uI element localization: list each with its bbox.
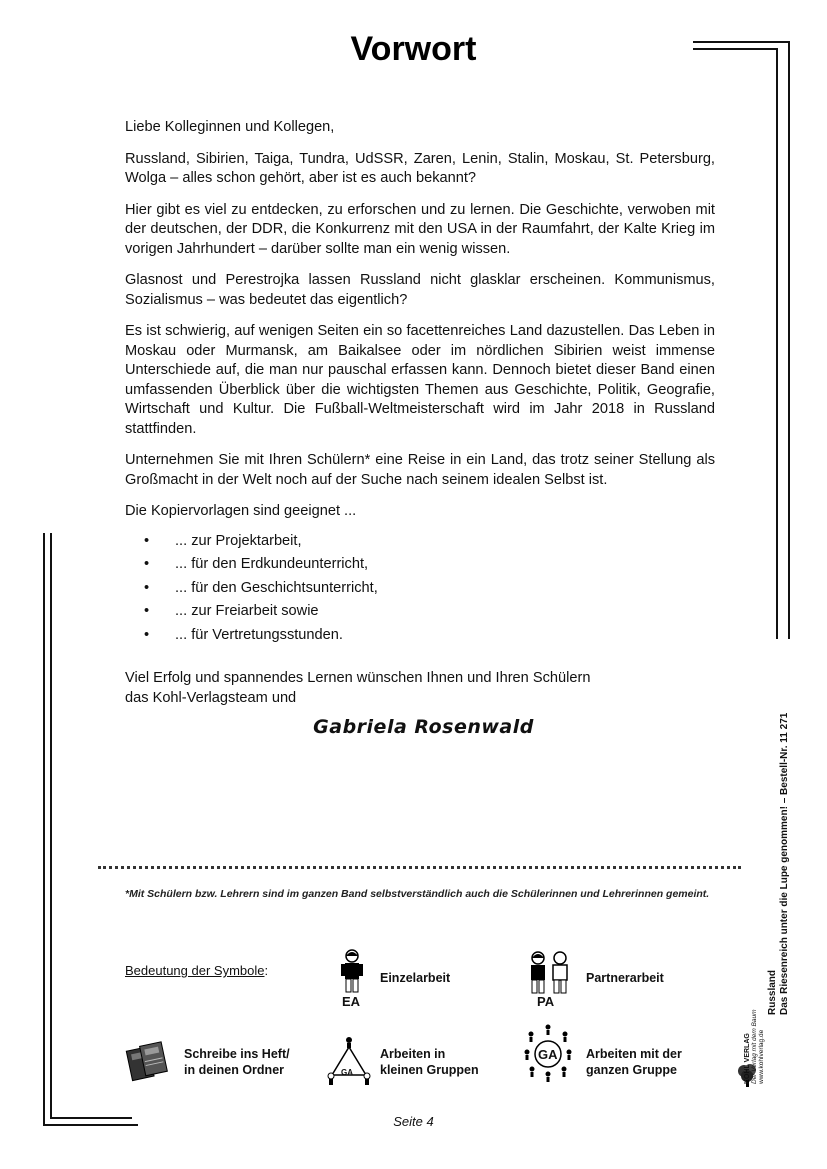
legend-heading-text: Bedeutung der Symbole — [125, 963, 265, 978]
page-title: Vorwort — [350, 30, 477, 68]
kleine-gruppen-label-line: Arbeiten in — [380, 1047, 446, 1061]
frame-left-line-inner — [50, 533, 52, 1119]
frame-right-line-inner — [776, 48, 778, 639]
footnote: *Mit Schülern bzw. Lehrern sind im ganzen Band selbstverständlich auch die Schülerinnen und Lehrerinnen gemeint. — [125, 888, 710, 900]
page-number: Seite 4 — [393, 1114, 434, 1129]
closing-line: das Kohl-Verlagsteam und — [125, 689, 297, 706]
side-title: Russland — [767, 969, 778, 1015]
list-item: • ... zur Projektarbeit, — [125, 530, 715, 554]
closing-line: Viel Erfolg und spannendes Lernen wünschen Ihnen und Ihren Schülern — [125, 670, 591, 686]
side-publisher-name: KOHL VERLAG — [744, 1033, 751, 1084]
greeting: Liebe Kolleginnen und Kollegen, — [125, 119, 335, 135]
paragraph: Unternehmen Sie mit Ihren Schülern* eine Reise in ein Land, das trotz seiner Stellung als Großmacht in der Welt noch auf der Suche nach seinem idealen Selbst ist. — [125, 452, 715, 488]
ga-tag-small: GA — [341, 1068, 353, 1077]
signature: Gabriela Rosenwald — [313, 716, 534, 738]
legend-heading-colon: : — [264, 963, 269, 978]
paragraph: Es ist schwierig, auf wenigen Seiten ein so facettenreiches Land dazustellen. Das Leben in Moskau oder Murmansk, am Baikalsee oder im nördlichen Sibirien weist immense Unterschiede auf, die man nur pauschal erfassen kann. Dennoch bietet dieser Band einen umfassenden Überblick über die wichtigsten Themen aus Geschichte, Politik, Geografie, Wirtschaft und Kultur. Die Fußball-Weltmeisterschaft wird im Jahr 2018 in Russland stattfinden. — [125, 323, 715, 437]
list-item: • ... zur Freiarbeit sowie — [125, 600, 715, 624]
partnerarbeit-label: Partnerarbeit — [586, 971, 664, 985]
ea-tag: EA — [342, 994, 361, 1009]
list-item: • ... für Vertretungsstunden. — [125, 624, 715, 648]
list-item: • ... für den Geschichtsunterricht, — [125, 577, 715, 601]
heft-label-line: in deinen Ordner — [184, 1063, 285, 1077]
side-book-title — [767, 713, 791, 1015]
kleine-gruppen-label — [380, 1046, 479, 1078]
pa-tag: PA — [537, 994, 555, 1009]
notebooks-icon — [125, 1041, 171, 1083]
legend-heading — [125, 963, 268, 978]
ga-tag-circle: GA — [538, 1047, 558, 1062]
side-subtitle: Das Riesenreich unter die Lupe genommen! – Bestell-Nr. 11 271 — [779, 712, 790, 1015]
preface-body — [125, 118, 715, 708]
paragraph: Hier gibt es viel zu entdecken, zu erforschen und zu lernen. Die Geschichte, verwoben mit der deutschen, der DDR, die Konkurrenz mit den USA in der Raumfahrt, der Kalte Krieg im vorigen Jahrhundert – darüber sollte man ein wenig wissen. — [125, 201, 715, 257]
side-publisher-tagline: Der Verlag mit dem Baum — [751, 1009, 758, 1084]
frame-left-line-outer — [43, 533, 45, 1126]
ganze-gruppe-label-line: ganzen Gruppe — [586, 1063, 677, 1077]
bullet-list — [125, 530, 715, 648]
paragraph: Glasnost und Perestrojka lassen Russland nicht glasklar erscheinen. Kommunismus, Sozialismus – was bedeutet das eigentlich? — [125, 272, 715, 308]
two-persons-icon — [527, 950, 571, 994]
single-person-icon — [340, 948, 364, 994]
ganze-gruppe-label-line: Arbeiten mit der — [586, 1047, 682, 1061]
kleine-gruppen-label-line: kleinen Gruppen — [380, 1063, 479, 1077]
side-publisher — [744, 1009, 765, 1084]
side-website: www.kohlverlag.de — [758, 1029, 765, 1084]
einzelarbeit-label: Einzelarbeit — [380, 971, 451, 985]
paragraph: Russland, Sibirien, Taiga, Tundra, UdSSR, Zaren, Lenin, Stalin, Moskau, St. Petersburg, Wolga – alles schon gehört, aber ist es auch bekannt? — [125, 150, 715, 186]
list-intro: Die Kopiervorlagen sind geeignet ... — [125, 503, 357, 519]
heft-label — [184, 1046, 290, 1078]
heft-label-line: Schreibe ins Heft/ — [184, 1047, 290, 1061]
frame-right-line-outer — [788, 41, 790, 639]
dotted-divider — [98, 866, 741, 869]
ganze-gruppe-label — [586, 1046, 682, 1078]
list-item: • ... für den Erdkundeunterricht, — [125, 553, 715, 577]
triangle-group-icon — [326, 1035, 372, 1087]
